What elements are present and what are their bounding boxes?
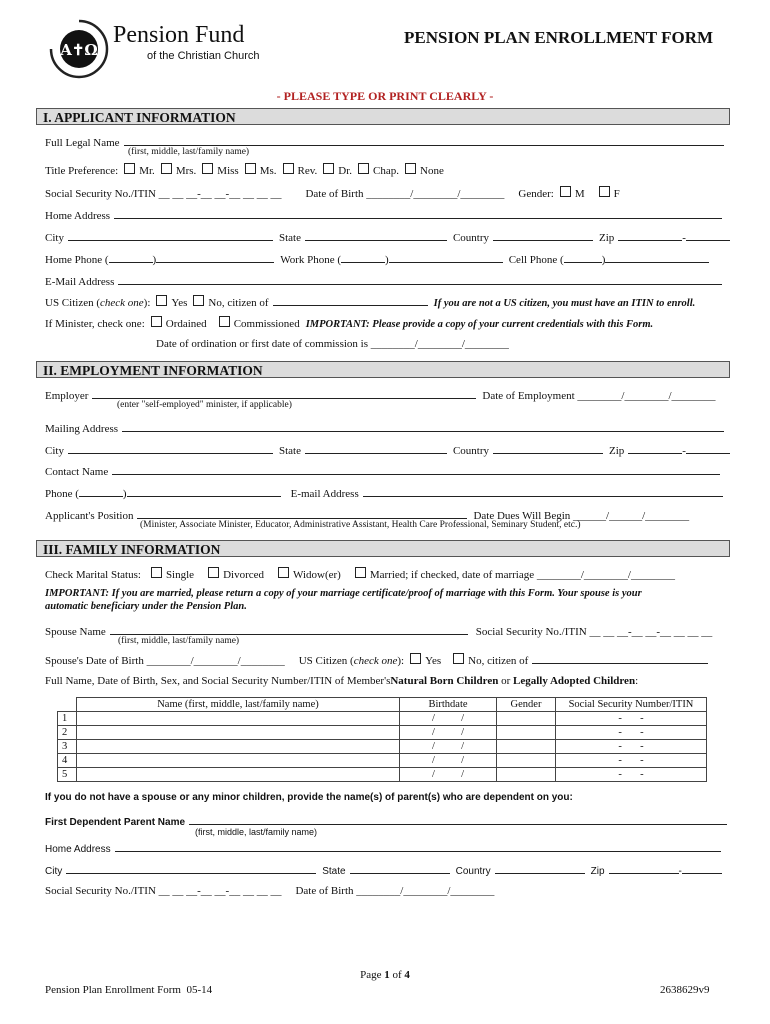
full-name-field[interactable] [124, 134, 724, 146]
check-one-label: check one [100, 297, 144, 309]
page-current: 1 [384, 969, 390, 981]
contact-name-label: Contact Name [45, 466, 109, 478]
email-field[interactable] [118, 273, 722, 285]
us-citizen-row [45, 294, 695, 309]
natural-born-label: Natural Born Children [390, 675, 499, 687]
svg-text:A✝Ω: A✝Ω [60, 41, 98, 59]
status-divorced: Divorced [223, 569, 264, 581]
children-intro-row [45, 675, 638, 687]
children-table [57, 697, 707, 782]
checkbox-ms[interactable] [245, 163, 256, 174]
dependent-country-label: Country [455, 866, 491, 877]
dependent-state-label: State [322, 866, 346, 877]
home-address-row [45, 207, 722, 222]
row-number: 1 [58, 712, 77, 726]
checkbox-ordained[interactable] [151, 316, 162, 327]
mailing-address-row [45, 420, 724, 435]
gender-f: F [613, 188, 620, 200]
itin-note: If you are not a US citizen, you must have an ITIN to enroll. [433, 298, 696, 309]
child-name-cell[interactable] [77, 754, 400, 768]
contact-name-field[interactable] [112, 463, 720, 475]
table-row [58, 768, 707, 782]
title-preference-row [45, 163, 444, 177]
title-preference-label: Title Preference: [45, 165, 119, 177]
child-name-cell[interactable] [77, 768, 400, 782]
employer-email-field[interactable] [363, 485, 723, 497]
checkbox-mr[interactable] [124, 163, 135, 174]
employer-label: Employer [45, 390, 89, 402]
title-dr: Dr. [338, 165, 353, 177]
page-of: of [389, 969, 405, 981]
title-miss: Miss [217, 165, 239, 177]
spouse-citizen-country[interactable] [532, 652, 708, 664]
spouse-dob-field[interactable]: Spouse's Date of Birth ________/________/________ [45, 655, 285, 667]
position-label: Applicant's Position [45, 510, 134, 522]
minister-label: If Minister, check one: [45, 318, 145, 330]
important-marriage-line1: IMPORTANT: If you are married, please return a copy of your marriage certificate/proof of marriage with this Form. Your spouse is your [45, 588, 642, 599]
doc-number: 2638629v9 [660, 984, 710, 996]
employer-zip-ext[interactable] [686, 442, 730, 454]
child-gender-cell[interactable] [497, 754, 556, 768]
employer-phone-area[interactable] [79, 485, 123, 497]
row-number: 3 [58, 740, 77, 754]
org-name: Pension Fund [113, 22, 245, 48]
section-applicant-header: I. APPLICANT INFORMATION [36, 108, 730, 125]
child-name-cell[interactable] [77, 726, 400, 740]
employer-phone-label: Phone ( [45, 488, 79, 500]
dependent-city-field[interactable] [66, 862, 316, 874]
child-name-cell[interactable] [77, 740, 400, 754]
form-title: PENSION PLAN ENROLLMENT FORM [404, 28, 714, 47]
child-birthdate-cell[interactable]: / / [400, 726, 497, 740]
spouse-citizen-yes: Yes [425, 655, 442, 667]
employer-city-label: City [45, 445, 64, 457]
us-citizen-label-end: ): [143, 297, 151, 309]
employer-city-field[interactable] [68, 442, 273, 454]
citizen-yes: Yes [171, 297, 188, 309]
child-ssn-cell[interactable]: - - [556, 726, 707, 740]
zip-field[interactable] [618, 229, 682, 241]
important-credentials: IMPORTANT: Please provide a copy of your current credentials with this Form. [305, 319, 654, 330]
logo [48, 18, 110, 80]
page-prefix: Page [360, 969, 385, 981]
employer-field[interactable] [92, 387, 476, 399]
employer-country-field[interactable] [493, 442, 603, 454]
dependent-name-row [45, 813, 727, 828]
org-subtitle: of the Christian Church [147, 50, 260, 62]
commissioned-label: Commissioned [233, 318, 300, 330]
phone-row: Home Phone ( ) Work Phone ( ) Cell Phone ( ) [45, 251, 709, 266]
ssn-field[interactable]: Social Security No./ITIN __ __ __-__ __-__ __ __ __ [45, 188, 282, 200]
minister-row [45, 316, 653, 330]
dependent-address-field[interactable] [115, 840, 721, 852]
child-name-cell[interactable] [77, 712, 400, 726]
checkbox-rev[interactable] [283, 163, 294, 174]
checkbox-dr[interactable] [323, 163, 334, 174]
employer-zip-field[interactable] [628, 442, 682, 454]
spouse-ssn-field[interactable]: Social Security No./ITIN __ __ __-__ __-__ __ __ __ [475, 626, 713, 638]
employer-email-label: E-mail Address [290, 488, 359, 500]
marital-row [45, 567, 675, 581]
dependent-city-label: City [45, 866, 63, 877]
spouse-check-one: check one [353, 655, 398, 667]
title-none: None [420, 165, 444, 177]
dependent-zip-ext[interactable] [682, 862, 722, 874]
dependent-zip-label: Zip [590, 866, 605, 877]
gender-label: Gender: [518, 188, 554, 200]
checkbox-none[interactable] [405, 163, 416, 174]
home-phone-area[interactable] [109, 251, 153, 263]
marital-label: Check Marital Status: [45, 569, 141, 581]
section-family-header: III. FAMILY INFORMATION [36, 540, 730, 557]
child-ssn-cell[interactable]: - - [556, 754, 707, 768]
row-number: 2 [58, 726, 77, 740]
citizen-country-field[interactable] [273, 294, 428, 306]
dependent-name-field[interactable] [189, 813, 727, 825]
child-gender-cell[interactable] [497, 768, 556, 782]
dependent-name-label: First Dependent Parent Name [45, 817, 186, 828]
table-row [58, 726, 707, 740]
important-marriage-line2: automatic beneficiary under the Pension Plan. [45, 601, 247, 612]
checkbox-miss[interactable] [202, 163, 213, 174]
child-ssn-cell[interactable]: - - [556, 712, 707, 726]
gender-header: Gender [497, 698, 556, 712]
state-field[interactable] [305, 229, 447, 241]
child-birthdate-cell[interactable]: / / [400, 712, 497, 726]
title-rev: Rev. [297, 165, 318, 177]
child-birthdate-cell[interactable]: / / [400, 768, 497, 782]
city-row: City State Country Zip - [45, 229, 730, 244]
table-row [58, 754, 707, 768]
employer-state-field[interactable] [305, 442, 447, 454]
checkbox-mrs[interactable] [161, 163, 172, 174]
checkbox-single[interactable] [151, 567, 162, 578]
zip-ext-field[interactable] [686, 229, 730, 241]
page-number [0, 969, 770, 981]
spouse-citizen-label: US Citizen ( [298, 655, 354, 667]
cell-phone-area[interactable] [564, 251, 602, 263]
position-field[interactable] [137, 507, 467, 519]
ordained-label: Ordained [165, 318, 207, 330]
children-intro-end: : [635, 675, 639, 687]
title-ms: Ms. [259, 165, 277, 177]
dob-field[interactable]: Date of Birth ________/________/________ [305, 188, 505, 200]
checkbox-married[interactable] [355, 567, 366, 578]
work-phone-field[interactable] [389, 251, 503, 263]
spouse-citizen-no: No, citizen of [468, 655, 529, 667]
contact-name-row [45, 463, 720, 478]
mailing-address-field[interactable] [122, 420, 724, 432]
work-phone-area[interactable] [341, 251, 385, 263]
dependent-ssn-row [45, 885, 494, 897]
child-gender-cell[interactable] [497, 712, 556, 726]
children-table-header [58, 698, 707, 712]
spouse-name-field[interactable] [110, 623, 468, 635]
title-mr: Mr. [139, 165, 155, 177]
title-chap: Chap. [373, 165, 400, 177]
dependent-city-row: City State Country Zip - [45, 862, 722, 877]
dependent-name-hint: (first, middle, last/family name) [195, 827, 318, 837]
logo-seal-icon [48, 18, 110, 80]
child-birthdate-cell[interactable]: / / [400, 754, 497, 768]
checkbox-commissioned[interactable] [219, 316, 230, 327]
us-citizen-label: US Citizen ( [45, 297, 100, 309]
status-single: Single [165, 569, 195, 581]
spouse-name-label: Spouse Name [45, 626, 106, 638]
position-hint: (Minister, Associate Minister, Educator, Administrative Assistant, Health Care Professional, Seminary Student, etc.) [140, 520, 581, 530]
status-married: Married; if checked, date of marriage ________/________/________ [369, 569, 675, 581]
mailing-address-label: Mailing Address [45, 423, 119, 435]
section-employment-header: II. EMPLOYMENT INFORMATION [36, 361, 730, 378]
ssn-header: Social Security Number/ITIN [556, 698, 707, 712]
country-label: Country [452, 232, 490, 244]
form-id: Pension Plan Enrollment Form 05-14 [45, 984, 213, 996]
self-employed-hint: (enter "self-employed" minister, if applicable) [117, 400, 292, 410]
dues-date-field[interactable]: Date Dues Will Begin ______/______/________ [473, 510, 690, 522]
dependent-zip-field[interactable] [609, 862, 679, 874]
checkbox-spouse-citizen-no[interactable] [453, 653, 464, 664]
email-label: E-Mail Address [45, 276, 115, 288]
home-phone-label: Home Phone ( [45, 254, 109, 266]
dependent-address-row [45, 840, 721, 855]
citizen-no: No, citizen of [208, 297, 269, 309]
title-mrs: Mrs. [175, 165, 197, 177]
checkbox-widow[interactable] [278, 567, 289, 578]
row-number-header [58, 698, 77, 712]
child-gender-cell[interactable] [497, 740, 556, 754]
email-row [45, 273, 722, 288]
adopted-label: Legally Adopted Children [513, 675, 636, 687]
checkbox-spouse-citizen-yes[interactable] [410, 653, 421, 664]
dependent-ssn-field[interactable]: Social Security No./ITIN __ __ __-__ __-__ __ __ __ [45, 885, 282, 897]
gender-m: M [574, 188, 585, 200]
dependent-state-field[interactable] [350, 862, 450, 874]
table-row [58, 740, 707, 754]
table-row [58, 712, 707, 726]
zip-label: Zip [599, 232, 615, 244]
employer-country-label: Country [452, 445, 490, 457]
child-name-header: Name (first, middle, last/family name) [77, 698, 400, 712]
child-ssn-cell[interactable]: - - [556, 740, 707, 754]
or-label: or [498, 675, 514, 687]
city-field[interactable] [68, 229, 273, 241]
child-birthdate-cell[interactable]: / / [400, 740, 497, 754]
state-label: State [278, 232, 301, 244]
date-employment-field[interactable]: Date of Employment ________/________/________ [482, 390, 716, 402]
child-ssn-cell[interactable]: - - [556, 768, 707, 782]
birthdate-header: Birthdate [400, 698, 497, 712]
spouse-citizen-label-end: ): [397, 655, 405, 667]
employer-phone-row: Phone ( ) E-mail Address [45, 485, 723, 500]
dependent-country-field[interactable] [495, 862, 585, 874]
dependent-address-label: Home Address [45, 844, 111, 855]
spouse-name-hint: (first, middle, last/family name) [118, 636, 240, 646]
status-widow: Widow(er) [293, 569, 341, 581]
home-address-label: Home Address [45, 210, 111, 222]
full-name-hint: (first, middle, last/family name) [128, 147, 250, 157]
checkbox-gender-f[interactable] [599, 186, 610, 197]
checkbox-gender-m[interactable] [560, 186, 571, 197]
employer-city-row: City State Country Zip - [45, 442, 730, 457]
checkbox-divorced[interactable] [208, 567, 219, 578]
full-name-label: Full Legal Name [45, 137, 120, 149]
checkbox-citizen-yes[interactable] [156, 295, 167, 306]
home-phone-field[interactable] [156, 251, 274, 263]
work-phone-label: Work Phone ( [280, 254, 342, 266]
employer-phone-field[interactable] [127, 485, 281, 497]
row-number: 5 [58, 768, 77, 782]
city-label: City [45, 232, 64, 244]
page-total: 4 [404, 969, 410, 981]
employer-zip-label: Zip [609, 445, 625, 457]
employer-state-label: State [278, 445, 301, 457]
print-notice: - PLEASE TYPE OR PRINT CLEARLY - [276, 89, 494, 103]
spouse-dob-row [45, 652, 708, 667]
ssn-dob-row [45, 186, 620, 200]
checkbox-citizen-no[interactable] [193, 295, 204, 306]
row-number: 4 [58, 754, 77, 768]
ordination-date-field[interactable]: Date of ordination or first date of commission is ________/________/________ [156, 338, 509, 350]
home-address-field[interactable] [114, 207, 722, 219]
dependent-intro: If you do not have a spouse or any minor children, provide the name(s) of parent(s) who are dependent on you: [45, 792, 573, 803]
cell-phone-label: Cell Phone ( [508, 254, 564, 266]
children-intro: Full Name, Date of Birth, Sex, and Social Security Number/ITIN of Member's [45, 675, 391, 687]
cell-phone-field[interactable] [605, 251, 709, 263]
dependent-dob-field[interactable]: Date of Birth ________/________/________ [295, 885, 495, 897]
country-field[interactable] [493, 229, 593, 241]
checkbox-chap[interactable] [358, 163, 369, 174]
child-gender-cell[interactable] [497, 726, 556, 740]
